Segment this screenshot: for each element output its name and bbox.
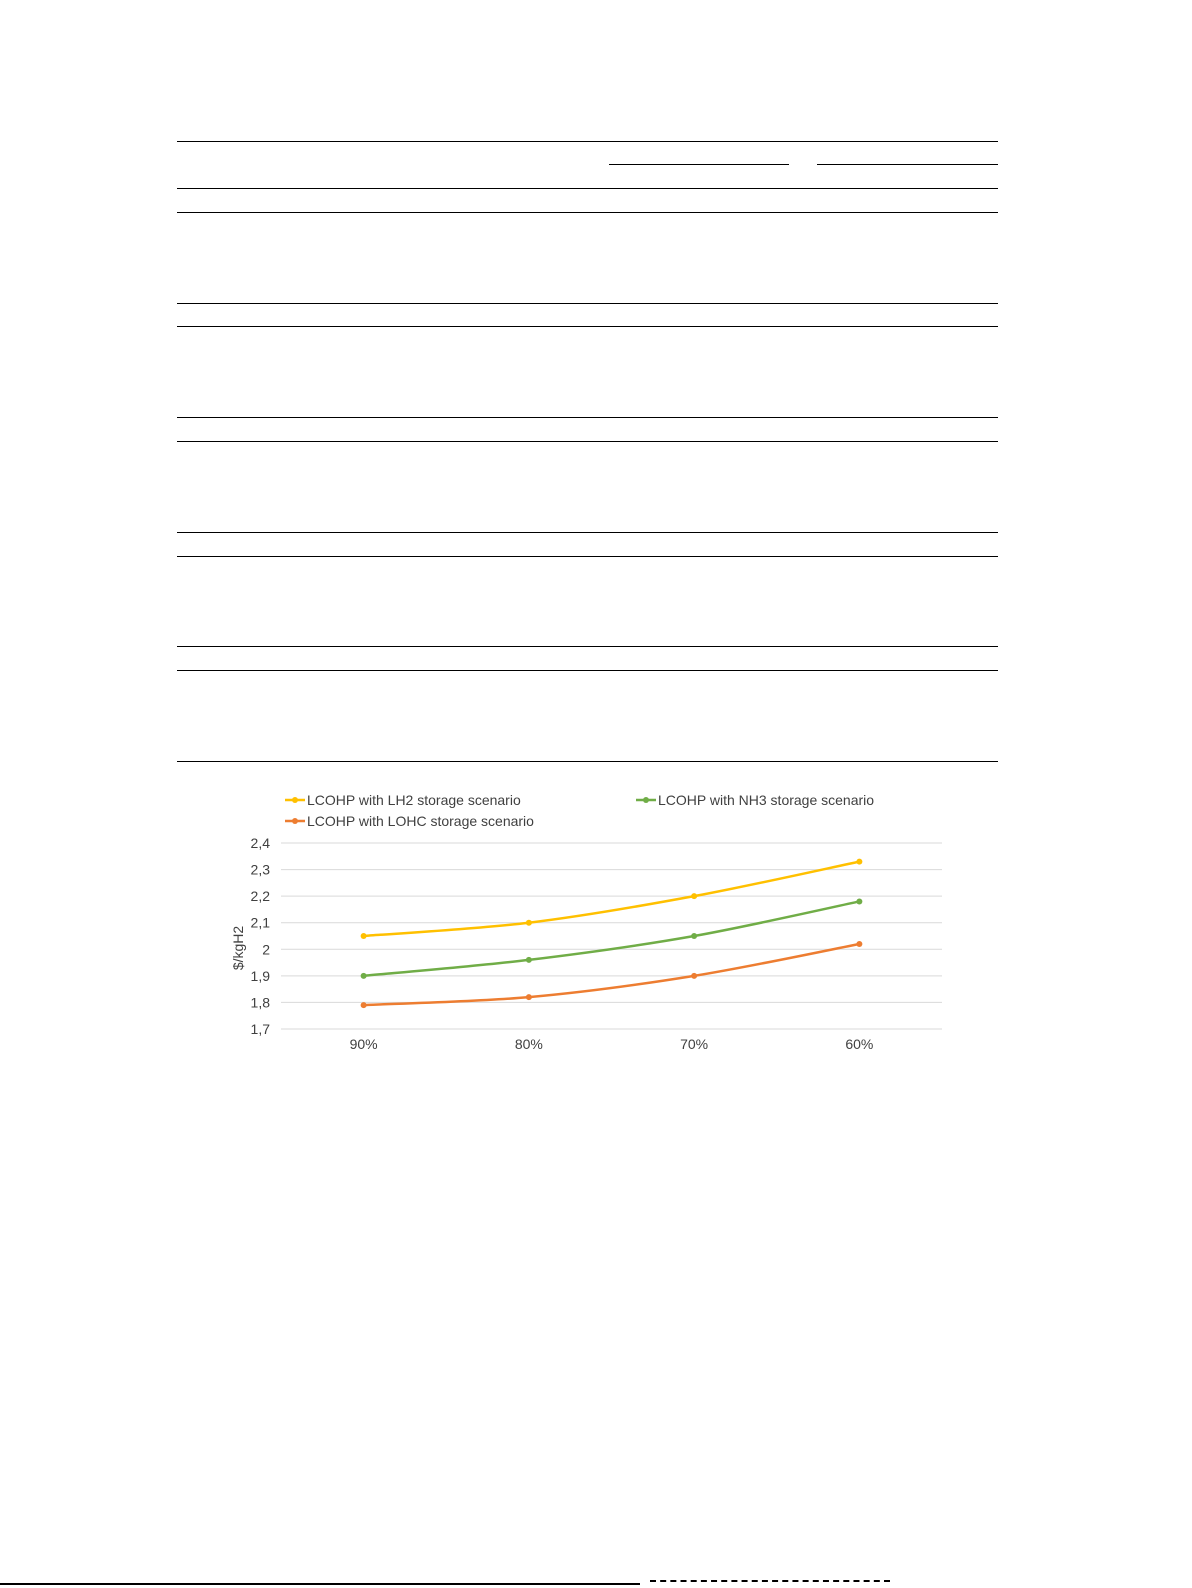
x-tick-label: 80% [514,1036,543,1052]
series-point [856,898,862,904]
table-section-rule-4b [177,646,998,647]
table-header-subrule-left [609,164,789,165]
series-point [526,957,532,963]
legend-marker [643,797,649,803]
y-tick-label: 2,3 [250,861,270,878]
table-section-rule-2a [177,326,998,327]
table-top-rule [177,141,998,142]
table-section-rule-1b [177,303,998,304]
table-section-rule-2b [177,417,998,418]
legend-marker [292,818,298,824]
table-header-subrule-right [817,164,998,165]
table-bottom-rule [177,761,998,762]
y-tick-label: 2 [262,941,270,958]
series-point [526,994,532,1000]
line-chart [0,770,1192,1080]
series-line-2 [364,901,860,975]
series-line-3 [364,944,860,1005]
series-line-1 [364,862,860,936]
legend-label: LCOHP with LH2 storage scenario [307,792,521,808]
series-point [856,859,862,865]
y-tick-label: 2,1 [250,914,270,931]
y-tick-label: 1,7 [250,1021,270,1037]
series-point [691,893,697,899]
series-point [691,973,697,979]
series-point [361,973,367,979]
table-section-rule-3a [177,441,998,442]
series-point [691,933,697,939]
x-tick-label: 70% [680,1036,709,1052]
y-tick-label: 1,8 [250,994,270,1011]
series-point [856,941,862,947]
x-axis-tick-labels [350,1036,874,1052]
series-point [361,933,367,939]
series-point [361,1002,367,1008]
legend-label: LCOHP with LOHC storage scenario [307,813,534,829]
chart-legend [285,792,874,829]
x-tick-label: 60% [845,1036,874,1052]
y-tick-label: 2,4 [250,835,270,851]
table-section-rule-1a [177,212,998,213]
legend-marker [292,797,298,803]
series-point [526,920,532,926]
table-section-rule-5a [177,670,998,671]
y-tick-label: 1,9 [250,967,270,984]
table-header-rule [177,188,998,189]
chart-series [361,859,863,1008]
y-axis-label: $/kgH2 [230,925,246,971]
y-tick-label: 2,2 [250,888,270,905]
x-tick-label: 90% [349,1036,378,1052]
footer-rule [0,1583,640,1585]
y-axis-tick-labels [251,835,271,1037]
legend-label: LCOHP with NH3 storage scenario [658,792,875,808]
table-section-rule-3b [177,532,998,533]
footer-marks [650,1580,890,1588]
table-section-rule-4a [177,556,998,557]
